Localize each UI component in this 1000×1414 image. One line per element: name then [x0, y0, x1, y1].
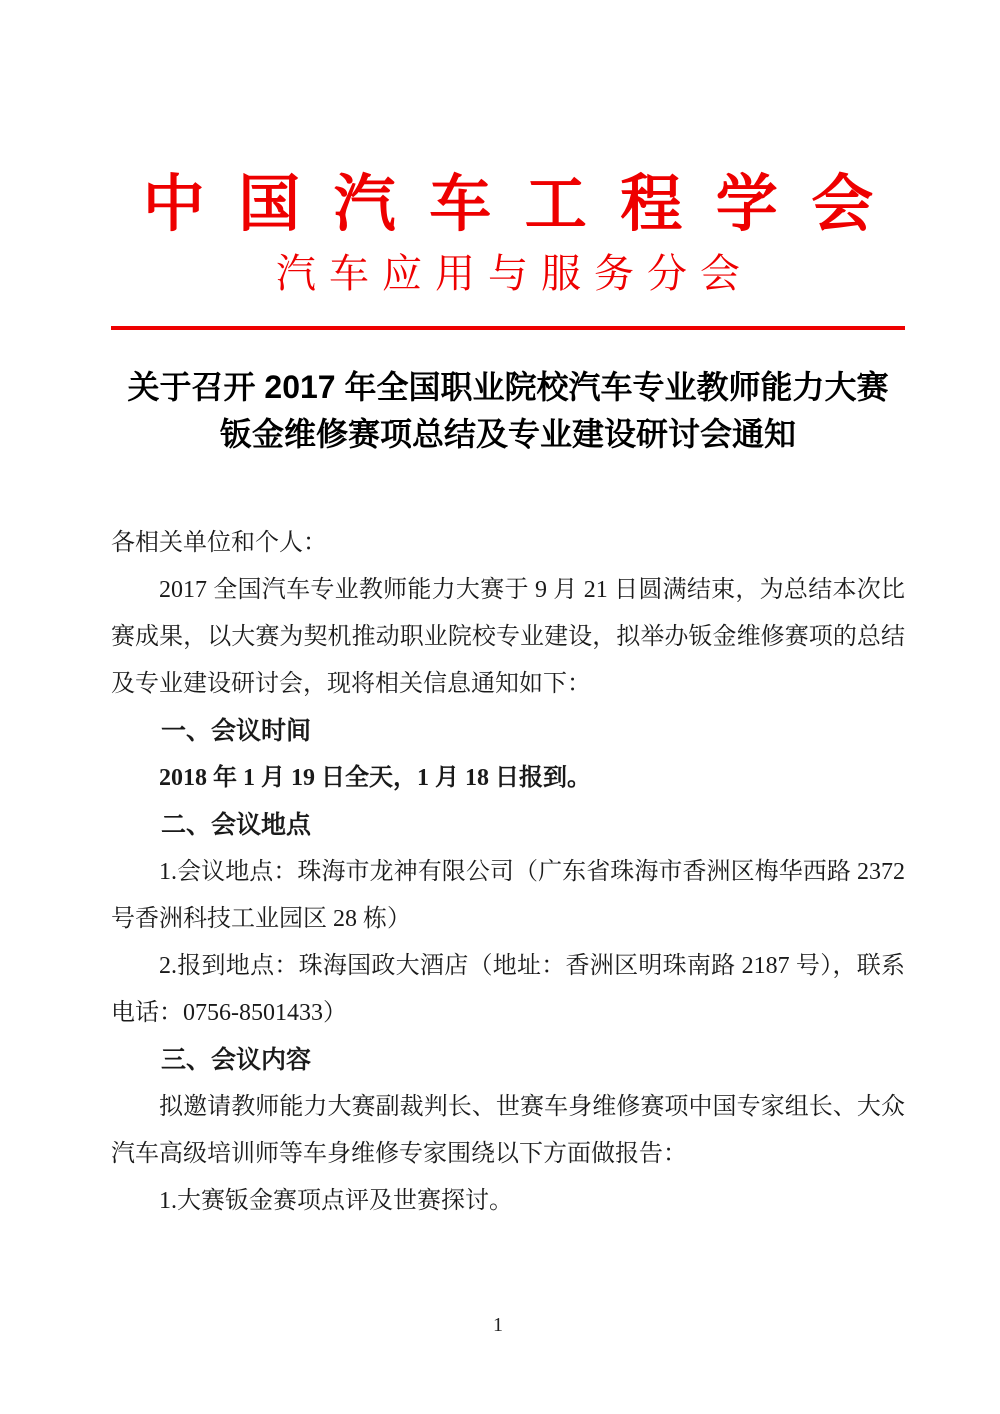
- title-line-1: 关于召开 2017 年全国职业院校汽车专业教师能力大赛: [127, 369, 889, 405]
- section-1-paragraph: 2018 年 1 月 19 日全天，1 月 18 日报到。: [159, 765, 591, 791]
- document-body: [111, 520, 905, 1225]
- section-3-heading: 三、会议内容: [161, 1047, 312, 1074]
- section-1-heading: 一、会议时间: [161, 718, 312, 745]
- page-number: 1: [493, 1314, 503, 1336]
- section-2-heading: 二、会议地点: [161, 812, 312, 839]
- section-2-paragraph-2: 2.报到地点：珠海国政大酒店（地址：香洲区明珠南路 2187 号），联系电话：0756-8501433）: [111, 953, 905, 1026]
- letterhead-divider-rule: [111, 326, 905, 330]
- branch-name: 汽 车 应 用 与 服 务 分 会: [276, 251, 740, 296]
- section-3-paragraph-1: 拟邀请教师能力大赛副裁判长、世赛车身维修赛项中国专家组长、大众汽车高级培训师等车身维修专家围绕以下方面做报告：: [111, 1094, 905, 1167]
- org-name: 中 国 汽 车 工 程 学 会: [142, 171, 874, 239]
- section-3-paragraph-2: 1.大赛钣金赛项点评及世赛探讨。: [159, 1188, 513, 1214]
- letterhead: [111, 170, 905, 330]
- section-2-paragraph-1: 1.会议地点：珠海市龙神有限公司（广东省珠海市香洲区梅华西路 2372 号香洲科技工业园区 28 栋）: [111, 859, 905, 932]
- salutation: 各相关单位和个人：: [111, 530, 327, 556]
- intro-paragraph: 2017 全国汽车专业教师能力大赛于 9 月 21 日圆满结束，为总结本次比赛成果，以大赛为契机推动职业院校专业建设，拟举办钣金维修赛项的总结及专业建设研讨会，现将相关信息通知如下：: [111, 577, 905, 697]
- page-footer: [111, 1313, 885, 1337]
- document-title: [111, 364, 905, 458]
- title-line-2: 钣金维修赛项总结及专业建设研讨会通知: [219, 416, 796, 452]
